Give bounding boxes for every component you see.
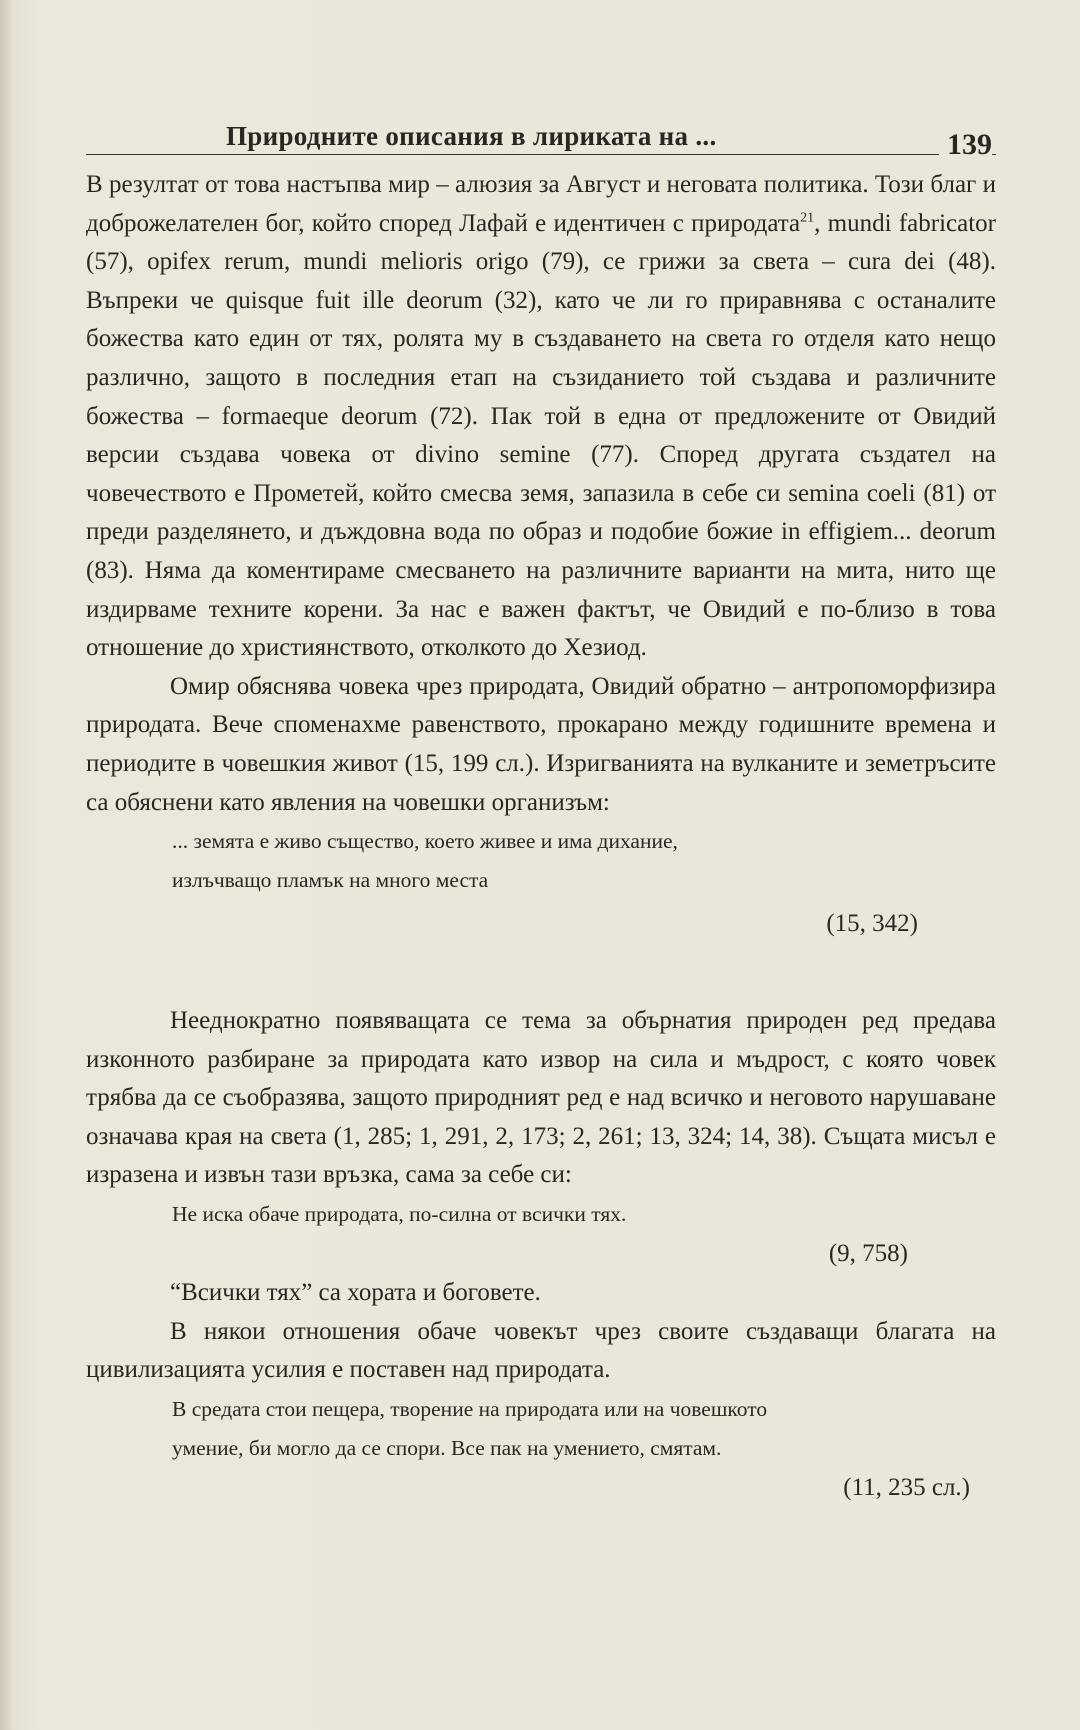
quote-1-line-1: ... земята е живо същество, което живее и има дихание, (172, 829, 678, 854)
paragraph-1-start: В резултат от това настъпва мир – алюзия за Август и неговата политика. Този благ и доброжелателен бог, който според Лафай е идентичен с природата (86, 171, 996, 237)
citation-2: (9, 758) (828, 1240, 908, 1268)
quote-1-line-2: излъчващо пламък на много места (172, 868, 489, 893)
page-number: 139 (939, 128, 992, 162)
page-header (86, 116, 996, 161)
paragraph-4: “Всички тях” са хората и боговете. (170, 1279, 541, 1307)
citation-1: (15, 342) (826, 910, 918, 938)
paragraph-1-rest: , mundi fabricator (57), opifex rerum, mundi melioris origo (79), се грижи за света – cura dei (48). Въпреки че quisque fuit ille deorum (32), като че ли го приравнява с останалите божества като един от тях, ролята му в създаването на света го отделя като нещо различно, защото в последния етап на съзиданието той създава и различните божества – formaeque deorum (72). Пак той в една от предложените от Овидий версии създава човека от divino semine (77). Според другата създател на човечеството е Прометей, който смесва земя, запазила в себе си semina coeli (81) от преди разделянето, и дъждовна вода по образ и подобие божие in effigiem... deorum (83). Няма да коментираме смесването на различните варианти на мита, нито ще издирваме техните корени. За нас е важен фактът, че Овидий е по-близо в това отношение до християнството, отколкото до Хезиод. (86, 209, 996, 662)
paragraph-2: Омир обяснява човека чрез природата, Овидий обратно – антропоморфизира природата. Вече споменахме равенството, прокарано между годишните времена и периодите в човешкия живот (15, 199 сл.). Изригванията на вулканите и земетръсите са обяснени като явления на човешки организъм: (86, 672, 996, 816)
footnote-ref-21: 21 (800, 210, 815, 226)
running-title: Природните описания в лириката на ... (226, 121, 717, 151)
paragraph-1 (86, 166, 996, 668)
quote-2: Не иска обаче природата, по-силна от всички тях. (172, 1202, 627, 1227)
paragraph-5: В някои отношения обаче човекът чрез своите създаващи благата на цивилизацията усилия е поставен над природата. (86, 1317, 996, 1384)
citation-3: (11, 235 сл.) (843, 1473, 970, 1501)
quote-3-line-2: умение, би могло да се спори. Все пак на умението, смятам. (172, 1435, 722, 1460)
body-text (86, 166, 996, 1508)
spacer (86, 944, 996, 1002)
paragraph-3: Нееднократно появяващата се тема за обърнатия природен ред предава изконното разбиране за природата като извор на сила и мъдрост, с която човек трябва да се съобразява, защото природният ред е над всичко и неговото нарушаване означава края на света (1, 285; 1, 291, 2, 173; 2, 261; 13, 324; 14, 38). Същата мисъл е изразена и извън тази връзка, сама за себе си: (86, 1007, 996, 1189)
quote-3-line-1: В средата стои пещера, творение на природата или на човешкото (172, 1396, 768, 1421)
